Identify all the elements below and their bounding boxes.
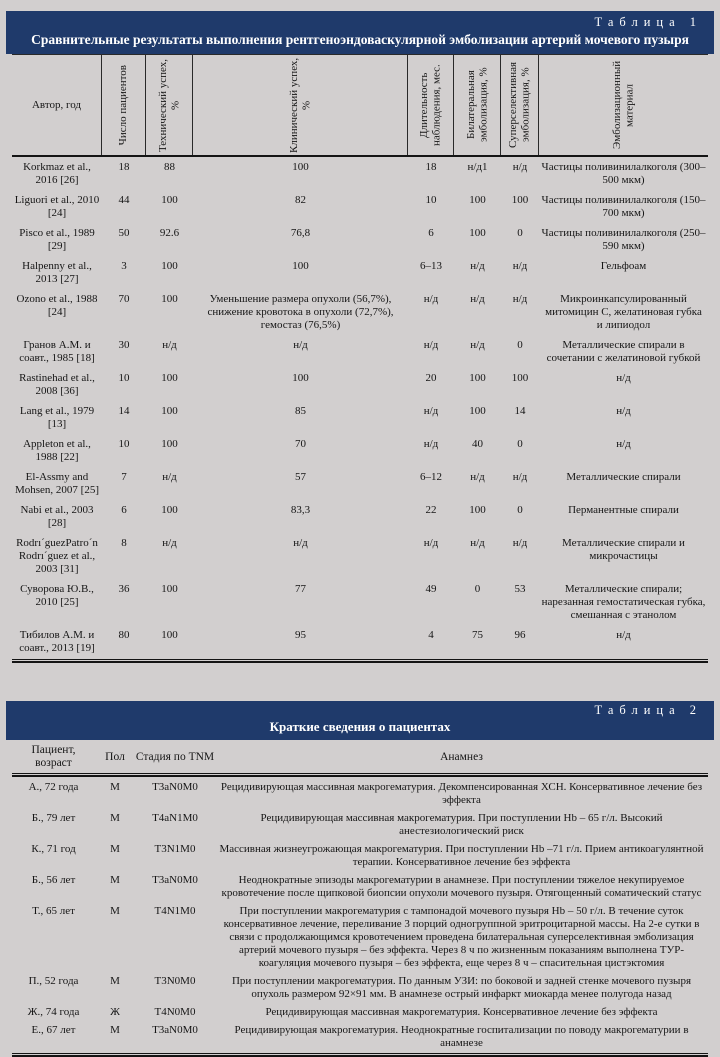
- patients-cell: 10: [118, 372, 130, 384]
- table-row: [12, 468, 708, 501]
- patient-cell: Б., 79 лет: [31, 812, 76, 824]
- followup-cell: н/д: [423, 293, 439, 305]
- followup-cell: 6–13: [420, 260, 442, 272]
- technical-success-cell: н/д: [162, 339, 177, 351]
- tnm-stage-cell: T4N1M0: [154, 905, 196, 917]
- patient-cell: Т., 65 лет: [32, 905, 75, 917]
- embolic-material-cell: Металлические спирали и микрочастицы: [562, 537, 685, 562]
- anamnesis-cell: Массивная жизнеугрожающая макрогематурия. При поступлении Hb –71 г/л. Прием антикоагулянтной терапии. Консервативное лечение без эффекта: [219, 843, 704, 868]
- author-cell: Rastinehad et al., 2008 [36]: [19, 372, 95, 397]
- column-header-author: Автор, год: [12, 55, 102, 155]
- embolic-material-cell: Частицы поливинилалкоголя (300–500 мкм): [541, 161, 706, 186]
- table-row: [12, 841, 708, 872]
- table-row: [12, 1022, 708, 1053]
- bilateral-cell: 100: [469, 405, 486, 417]
- embolic-material-cell: Частицы поливинилалкоголя (250–590 мкм): [541, 227, 706, 252]
- sex-cell: Ж: [110, 1006, 120, 1018]
- table-row: [12, 191, 708, 224]
- tnm-stage-cell: T4aN1M0: [152, 812, 198, 824]
- patients-cell: 6: [121, 504, 127, 516]
- bilateral-cell: н/д: [470, 537, 485, 549]
- tnm-stage-cell: T3aN0M0: [152, 874, 198, 886]
- bilateral-cell: 100: [469, 504, 486, 516]
- embolic-material-cell: Металлические спирали; нарезанная гемостатическая губка, смешанная с этанолом: [541, 583, 706, 621]
- superselective-cell: н/д: [512, 537, 528, 549]
- author-cell: Pisco et al., 1989 [29]: [19, 227, 95, 252]
- patients-cell: 70: [118, 293, 130, 305]
- clinical-success-cell: 95: [295, 629, 306, 641]
- sex-cell: М: [110, 1024, 120, 1036]
- table-row: [12, 336, 708, 369]
- technical-success-cell: 100: [161, 372, 178, 384]
- table2-bottom-rule: [12, 1053, 708, 1057]
- table-row: [12, 973, 708, 1004]
- clinical-success-cell: 77: [295, 583, 306, 595]
- column-header-sex: Пол: [105, 750, 125, 763]
- table-row: [12, 903, 708, 973]
- table2-header-row: [12, 740, 708, 773]
- table1-header-row: [12, 54, 708, 157]
- bilateral-cell: н/д: [470, 339, 485, 351]
- clinical-success-cell: н/д: [293, 339, 308, 351]
- followup-cell: 18: [425, 161, 437, 173]
- followup-cell: н/д: [423, 339, 439, 351]
- table1-body: [12, 157, 708, 659]
- author-cell: Korkmaz et al., 2016 [26]: [23, 161, 91, 186]
- bilateral-cell: н/д1: [467, 161, 488, 173]
- clinical-success-cell: 76,8: [290, 227, 311, 239]
- anamnesis-cell: Рецидивирующая массивная макрогематурия. Консервативное лечение без эффекта: [265, 1006, 658, 1018]
- table2-section: [6, 701, 714, 1057]
- page: [6, 0, 714, 1057]
- embolic-material-cell: н/д: [616, 405, 631, 417]
- author-cell: Nabi et al., 2003 [28]: [20, 504, 94, 529]
- clinical-success-cell: 83,3: [290, 504, 311, 516]
- followup-cell: 22: [425, 504, 437, 516]
- superselective-cell: 0: [517, 438, 523, 450]
- table-row: [12, 1004, 708, 1022]
- anamnesis-cell: Рецидивирующая массивная макрогематурия. При поступлении Hb – 65 г/л. Высокий анестезиологический риск: [260, 812, 663, 837]
- technical-success-cell: 100: [161, 405, 178, 417]
- column-header-embolic-material: Эмболизационный материал: [611, 60, 636, 150]
- anamnesis-cell: При поступлении макрогематурия с тампонадой мочевого пузыря Hb – 50 г/л. В течение суток консервативное лечение, переливание 3 порций одногруппной эритроцитарной массы. На 2-е сутки в связи с продолжающимся кровотечением проведена билатеральная суперселективная эмболизация артерий мочевого пузыря – без эффекта. Через 8 ч по жизненным показаниям выполнена ТУР-коагуляция мочевого пузыря – без эффекта, еще через 8 ч – спасительная цистэктомия: [223, 905, 700, 969]
- embolic-material-cell: Частицы поливинилалкоголя (150–700 мкм): [541, 194, 706, 219]
- author-cell: Liguori et al., 2010 [24]: [14, 194, 100, 219]
- technical-success-cell: 100: [161, 293, 178, 305]
- table2-label: Таблица 2: [594, 703, 702, 717]
- patients-cell: 7: [121, 471, 127, 483]
- anamnesis-cell: Рецидивирующая макрогематурия. Неоднократные госпитализации по поводу макрогематурии в анамнезе: [234, 1024, 689, 1049]
- author-cell: Гранов А.М. и соавт., 1985 [18]: [19, 339, 95, 364]
- embolic-material-cell: Металлические спирали в сочетании с желатиновой губкой: [546, 339, 701, 364]
- sex-cell: М: [110, 975, 120, 987]
- clinical-success-cell: 100: [292, 161, 309, 173]
- followup-cell: 10: [425, 194, 437, 206]
- table-row: [12, 158, 708, 191]
- table2-title: Краткие сведения о пациентах: [269, 719, 451, 734]
- followup-cell: н/д: [423, 537, 439, 549]
- technical-success-cell: н/д: [162, 537, 177, 549]
- followup-cell: 6–12: [420, 471, 442, 483]
- superselective-cell: 0: [517, 339, 523, 351]
- superselective-cell: 53: [514, 583, 526, 595]
- bilateral-cell: 0: [474, 583, 481, 595]
- author-cell: Ozono et al., 1988 [24]: [16, 293, 98, 318]
- table-row: [12, 290, 708, 336]
- technical-success-cell: н/д: [162, 471, 177, 483]
- author-cell: Halpenny et al., 2013 [27]: [22, 260, 92, 285]
- column-header-technical-success: Технический успех, %: [146, 55, 193, 155]
- table-row: [12, 872, 708, 903]
- technical-success-cell: 100: [161, 629, 178, 641]
- embolic-material-cell: Микроинкапсулированный митомицин С, желатиновая губка и липиодол: [545, 293, 702, 331]
- table-row: [12, 534, 708, 580]
- bilateral-cell: 100: [469, 227, 486, 239]
- author-cell: Тибилов А.М. и соавт., 2013 [19]: [19, 629, 95, 654]
- patients-cell: 80: [118, 629, 130, 641]
- tnm-stage-cell: T3aN0M0: [152, 781, 198, 793]
- technical-success-cell: 100: [161, 583, 178, 595]
- column-header-superselective: Суперселективная эмболизация, %: [501, 55, 539, 155]
- followup-cell: 6: [428, 227, 434, 239]
- clinical-success-cell: 82: [295, 194, 306, 206]
- superselective-cell: н/д: [512, 161, 528, 173]
- superselective-cell: 100: [511, 194, 529, 206]
- anamnesis-cell: Неоднократные эпизоды макрогематурии в анамнезе. При поступлении тяжелое некупируемое кровотечение после щипковой биопсии опухоли мочевого пузыря. Отягощенный соматический статус: [221, 874, 702, 899]
- anamnesis-cell: При поступлении макрогематурия. По данным УЗИ: по боковой и задней стенке мочевого пузыря опухоль размером 92×91 мм. В анамнезе острый инфаркт миокарда менее полугода назад: [231, 975, 692, 1000]
- followup-cell: 4: [428, 629, 434, 641]
- patient-cell: А., 72 года: [28, 781, 79, 793]
- table1-bottom-rule: [12, 659, 708, 663]
- column-header-tnm-stage: Стадия по TNM: [135, 750, 215, 763]
- patient-cell: П., 52 года: [28, 975, 79, 987]
- table1-section: [6, 11, 714, 663]
- superselective-cell: н/д: [512, 471, 528, 483]
- bilateral-cell: 100: [469, 372, 486, 384]
- table1-label: Таблица 1: [594, 15, 702, 29]
- table-row: [12, 369, 708, 402]
- patients-cell: 10: [118, 438, 130, 450]
- column-header-bilateral: Билатеральная эмболизация, %: [454, 55, 501, 155]
- clinical-success-cell: Уменьшение размера опухоли (56,7%), снижение кровотока в опухоли (72,7%), гемостаз (76,5%): [207, 293, 394, 331]
- embolic-material-cell: н/д: [616, 438, 631, 450]
- patient-cell: К., 71 год: [31, 843, 76, 855]
- bilateral-cell: н/д: [470, 260, 485, 272]
- sex-cell: М: [110, 812, 120, 824]
- author-cell: El-Assmy and Mohsen, 2007 [25]: [14, 471, 100, 496]
- clinical-success-cell: 57: [295, 471, 306, 483]
- followup-cell: 20: [425, 372, 437, 384]
- table-row: [12, 501, 708, 534]
- followup-cell: н/д: [423, 438, 439, 450]
- column-header-followup: Длительность наблюдения, мес.: [408, 55, 454, 155]
- patients-cell: 44: [118, 194, 130, 206]
- tnm-stage-cell: T3N0M0: [154, 975, 196, 987]
- patients-cell: 36: [118, 583, 130, 595]
- bilateral-cell: 75: [472, 629, 483, 641]
- patients-cell: 3: [121, 260, 127, 272]
- superselective-cell: 0: [517, 227, 523, 239]
- superselective-cell: 96: [514, 629, 526, 641]
- table-row: [12, 810, 708, 841]
- superselective-cell: 100: [511, 372, 529, 384]
- bilateral-cell: 100: [469, 194, 486, 206]
- author-cell: Суворова Ю.В., 2010 [25]: [20, 583, 94, 608]
- bilateral-cell: 40: [472, 438, 483, 450]
- technical-success-cell: 100: [161, 438, 178, 450]
- column-header-patient: Пациент, возраст: [31, 744, 76, 769]
- patients-cell: 50: [118, 227, 130, 239]
- tnm-stage-cell: T3aN0M0: [152, 1024, 198, 1036]
- column-header-clinical-success: Клинический успех, %: [193, 55, 408, 155]
- clinical-success-cell: 85: [295, 405, 306, 417]
- clinical-success-cell: 100: [292, 372, 309, 384]
- embolic-material-cell: Металлические спирали: [566, 471, 681, 483]
- patient-cell: Б., 56 лет: [31, 874, 76, 886]
- clinical-success-cell: н/д: [293, 537, 308, 549]
- clinical-success-cell: 100: [292, 260, 309, 272]
- embolic-material-cell: Гельфоам: [600, 260, 647, 272]
- sex-cell: М: [110, 843, 120, 855]
- author-cell: Lang et al., 1979 [13]: [19, 405, 95, 430]
- embolic-material-cell: Перманентные спирали: [568, 504, 679, 516]
- technical-success-cell: 88: [164, 161, 175, 173]
- superselective-cell: 14: [514, 405, 526, 417]
- patients-cell: 18: [118, 161, 130, 173]
- sex-cell: М: [110, 781, 120, 793]
- tnm-stage-cell: T3N1M0: [154, 843, 196, 855]
- superselective-cell: н/д: [512, 260, 528, 272]
- sex-cell: М: [110, 874, 120, 886]
- embolic-material-cell: н/д: [616, 372, 631, 384]
- table-row: [12, 402, 708, 435]
- table-row: [12, 779, 708, 810]
- followup-cell: н/д: [423, 405, 439, 417]
- table1-title-bar: [6, 11, 714, 54]
- technical-success-cell: 100: [161, 504, 178, 516]
- column-header-patients: Число пациентов: [102, 55, 146, 155]
- table-row: [12, 580, 708, 626]
- table-row: [12, 224, 708, 257]
- technical-success-cell: 100: [161, 194, 178, 206]
- followup-cell: 49: [425, 583, 437, 595]
- superselective-cell: 0: [517, 504, 523, 516]
- table2-body: [12, 777, 708, 1053]
- column-header-anamnesis: Анамнез: [440, 750, 483, 763]
- technical-success-cell: 92.6: [159, 227, 180, 239]
- patients-cell: 30: [118, 339, 130, 351]
- anamnesis-cell: Рецидивирующая массивная макрогематурия. Декомпенсированная ХСН. Консервативное лечение без эффекта: [220, 781, 703, 806]
- embolic-material-cell: н/д: [616, 629, 631, 641]
- patient-cell: Ж., 74 года: [27, 1006, 80, 1018]
- superselective-cell: н/д: [512, 293, 528, 305]
- patient-cell: Е., 67 лет: [31, 1024, 76, 1036]
- sex-cell: М: [110, 905, 120, 917]
- clinical-success-cell: 70: [295, 438, 306, 450]
- table1-title: Сравнительные результаты выполнения рентгеноэндоваскулярной эмболизации артерий мочевого пузыря: [31, 32, 689, 47]
- patients-cell: 8: [121, 537, 127, 549]
- patients-cell: 14: [118, 405, 130, 417]
- tnm-stage-cell: T4N0M0: [154, 1006, 196, 1018]
- table-row: [12, 435, 708, 468]
- author-cell: Rodrı´guezPatro´n Rodrı´guez et al., 2003 [31]: [16, 537, 98, 575]
- table2-title-bar: [6, 701, 714, 740]
- author-cell: Appleton et al., 1988 [22]: [23, 438, 91, 463]
- table-row: [12, 257, 708, 290]
- technical-success-cell: 100: [161, 260, 178, 272]
- bilateral-cell: н/д: [470, 471, 485, 483]
- table-row: [12, 626, 708, 659]
- bilateral-cell: н/д: [470, 293, 485, 305]
